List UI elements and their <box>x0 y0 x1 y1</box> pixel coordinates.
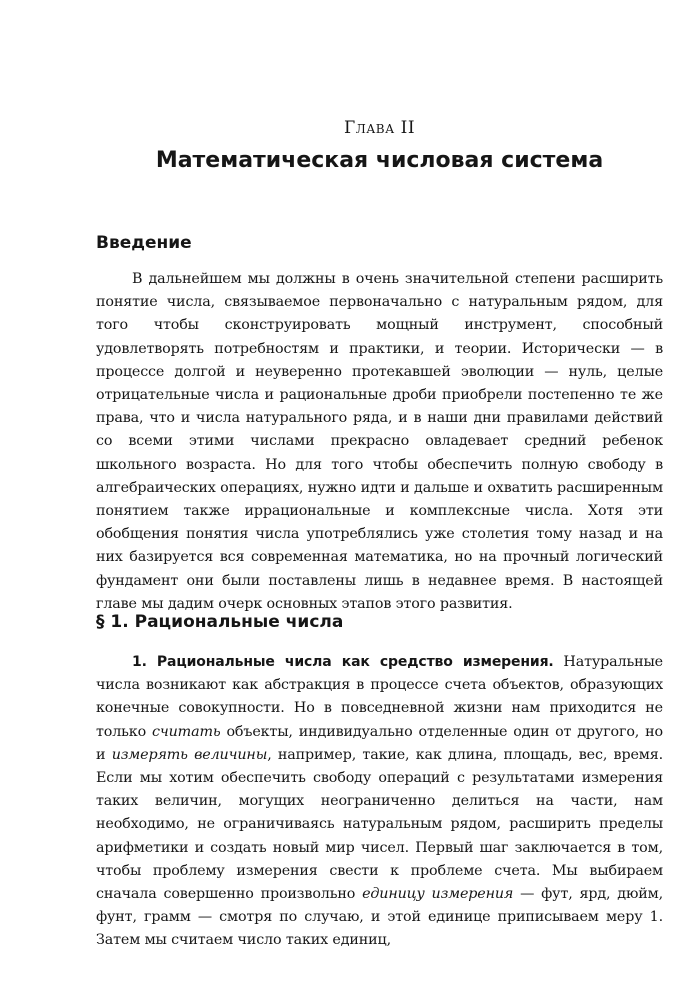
paragraph-text: объекты, индивидуально отделенные один от другого, но и <box>96 723 663 763</box>
chapter-label: Глава II <box>343 118 416 138</box>
italic-term: считать <box>152 723 221 740</box>
chapter-title: Математическая числовая система <box>155 148 604 173</box>
italic-term: измерять величины <box>111 746 268 763</box>
paragraph-text: Натуральные числа возникают как абстракция в процессе счета объектов, образующих конечные совокупности. Но в повседневной жизни нам приходится не только <box>96 654 663 740</box>
italic-term: единицу измерения <box>362 886 514 903</box>
paragraph-text: — фут, ярд, дюйм, фунт, грамм — смотря по случаю, и этой единице приписываем меру 1. Затем мы считаем число таких единиц, <box>96 886 663 949</box>
section-paragraph <box>96 651 663 953</box>
paragraph-text: , например, такие, как длина, площадь, вес, время. Если мы хотим обеспечить свободу операций с результатами измерения таких величин, могущих неограниченно делиться на части, нам необходимо, не ограничиваясь натуральным рядом, расширить пределы арифметики и создать новый мир чисел. Первый шаг заключается в том, чтобы проблему измерения свести к проблеме счета. Мы выбираем сначала совершенно произвольно <box>96 746 664 903</box>
intro-heading: Введение <box>96 233 192 253</box>
subsection-heading: 1. Рациональные числа как средство измерения. <box>132 654 554 670</box>
section-heading: § 1. Рациональные числа <box>96 612 344 632</box>
intro-paragraph: В дальнейшем мы должны в очень значительной степени расширить понятие числа, связываемое первоначально с натуральным рядом, для того чтобы сконструировать мощный инструмент, способный удовлетворять потребностям и практики, и теории. Исторически — в процессе долгой и неуверенно протекавшей эволюции — нуль, целые отрицательные числа и рациональные дроби приобрели постепенно те же права, что и числа натурального ряда, и в наши дни правилами действий со всеми этими числами прекрасно овладевает средний ребенок школьного возраста. Но для того чтобы обеспечить полную свободу в алгебраических операциях, нужно идти и дальше и охватить расширенным понятием также иррациональные и комплексные числа. Хотя эти обобщения понятия числа употреблялись уже столетия тому назад и на них базируется вся современная математика, но на прочный логический фундамент они были поставлены лишь в недавнее время. В настоящей главе мы дадим очерк основных этапов этого развития. <box>96 271 663 612</box>
book-page <box>96 0 663 1000</box>
